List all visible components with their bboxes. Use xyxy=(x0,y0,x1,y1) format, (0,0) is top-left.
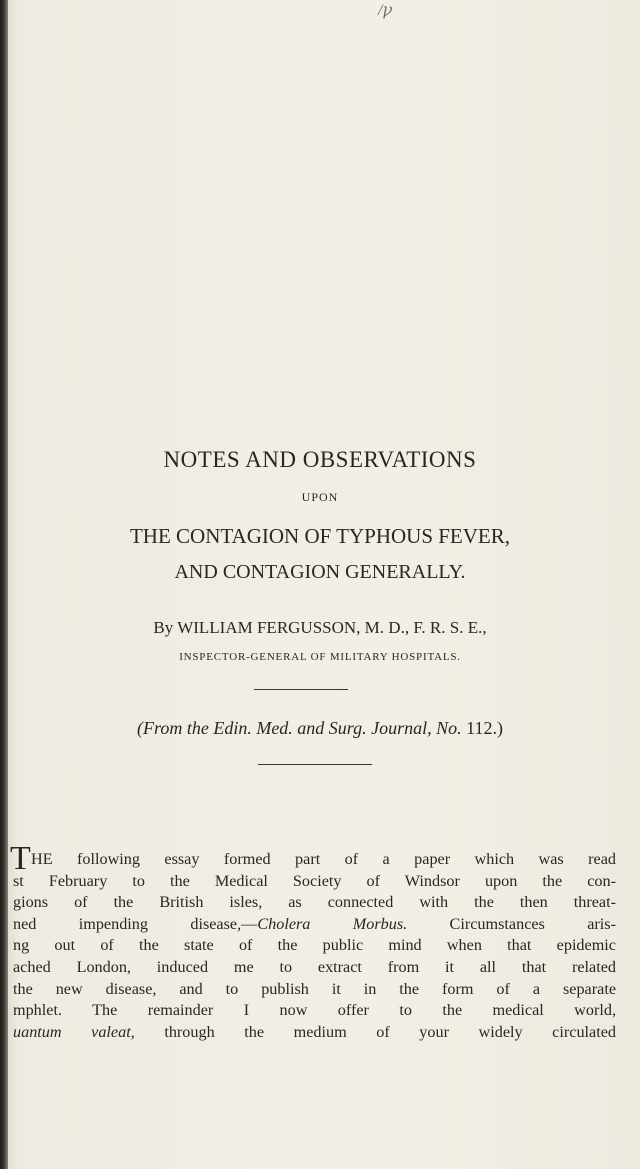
body-line-part: ned impending disease,— xyxy=(13,914,258,933)
italic-phrase: Cholera Morbus. xyxy=(257,914,408,933)
binding-edge xyxy=(0,0,8,1169)
body-line xyxy=(13,1022,616,1044)
source-text: (From the Edin. Med. and Surg. Journal, No. xyxy=(137,718,462,738)
top-mark: /ꝩ xyxy=(378,2,393,19)
body-line: HE following essay formed part of a paper which was read xyxy=(31,850,616,868)
bottom-rule xyxy=(258,764,372,765)
page-title: NOTES AND OBSERVATIONS xyxy=(163,447,477,472)
subtitle-line-1: THE CONTAGION OF TYPHOUS FEVER, xyxy=(129,524,511,548)
body-line: gions of the British isles, as connected with the then threat- xyxy=(13,893,616,912)
author-name: WILLIAM FERGUSSON, M. D., F. R. S. E., xyxy=(177,618,487,637)
body-line: ng out of the state of the public mind when that epidemic xyxy=(13,936,616,955)
upon-label: UPON xyxy=(301,490,339,504)
source-number: 112.) xyxy=(466,718,503,738)
italic-phrase: uantum valeat, xyxy=(13,1022,135,1041)
body-line-part: Circumstances aris- xyxy=(407,914,616,933)
body-line-part: through the medium of your widely circulated xyxy=(164,1022,616,1041)
author-by: By xyxy=(153,618,174,637)
drop-cap: T xyxy=(10,840,31,877)
body-line: ached London, induced me to extract from it all that related xyxy=(13,957,616,976)
top-rule xyxy=(254,689,348,690)
source-citation xyxy=(0,718,640,739)
subtitle-line-2: AND CONTAGION GENERALLY. xyxy=(174,561,466,583)
author-office: INSPECTOR-GENERAL OF MILITARY HOSPITALS. xyxy=(179,651,461,663)
author-line xyxy=(0,618,640,638)
body-line: st February to the Medical Society of Windsor upon the con- xyxy=(13,871,616,890)
body-line: the new disease, and to publish it in the form of a separate xyxy=(13,979,616,998)
body-paragraph xyxy=(13,849,616,1043)
body-line xyxy=(13,914,616,936)
body-line: mphlet. The remainder I now offer to the medical world, xyxy=(13,1001,616,1020)
